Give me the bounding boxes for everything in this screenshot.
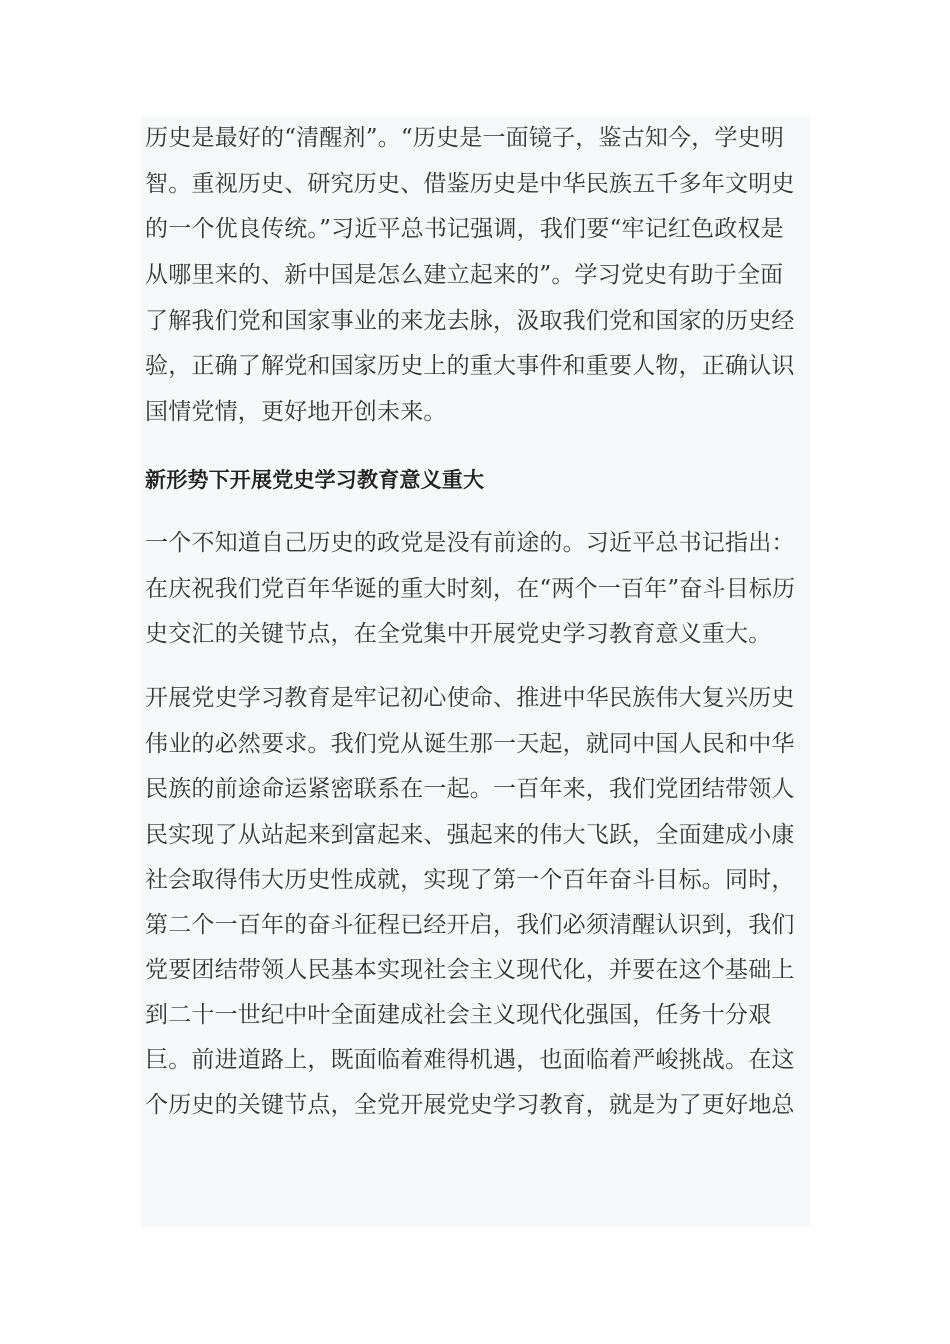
- paragraph-1-line: 历史是最好的“清醒剂”。“历史是一面镜子，鉴古知今，学史明: [145, 125, 785, 151]
- paragraph-3-line: 第二个一百年的奋斗征程已经开启，我们必须清醒认识到，我们: [145, 912, 795, 938]
- paragraph-1-line: 了解我们党和国家事业的来龙去脉，汲取我们党和国家的历史经: [145, 308, 795, 334]
- paragraph-2-line: 在庆祝我们党百年华诞的重大时刻，在“两个一百年”奋斗目标历: [145, 576, 796, 602]
- paragraph-1-line: 国情党情，更好地开创未来。: [145, 399, 447, 425]
- paragraph-2-line: 史交汇的关键节点，在全党集中开展党史学习教育意义重大。: [145, 621, 772, 647]
- paragraph-3-line: 民族的前途命运紧密联系在一起。一百年来，我们党团结带领人: [145, 776, 795, 802]
- paragraph-3-line: 伟业的必然要求。我们党从诞生那一天起，就同中国人民和中华: [145, 731, 795, 757]
- paragraph-1-line: 验，正确了解党和国家历史上的重大事件和重要人物，正确认识: [145, 353, 795, 379]
- paragraph-3-line: 社会取得伟大历史性成就，实现了第一个百年奋斗目标。同时，: [145, 867, 795, 893]
- paragraph-1-line: 智。重视历史、研究历史、借鉴历史是中华民族五千多年文明史: [145, 171, 795, 197]
- paragraph-3-line: 开展党史学习教育是牢记初心使命、推进中华民族伟大复兴历史: [145, 685, 795, 711]
- paragraph-3-line: 个历史的关键节点，全党开展党史学习教育，就是为了更好地总: [145, 1092, 795, 1118]
- paragraph-1-line: 的一个优良传统。”习近平总书记强调，我们要“牢记红色政权是: [145, 216, 784, 242]
- paragraph-3-line: 到二十一世纪中叶全面建成社会主义现代化强国，任务十分艰: [145, 1002, 772, 1028]
- paragraph-3-line: 民实现了从站起来到富起来、强起来的伟大飞跃，全面建成小康: [145, 822, 795, 848]
- paragraph-2-line: 一个不知道自己历史的政党是没有前途的。习近平总书记指出：: [145, 530, 795, 556]
- paragraph-3-line: 巨。前进道路上，既面临着难得机遇，也面临着严峻挑战。在这: [145, 1047, 795, 1073]
- paragraph-1-line: 从哪里来的、新中国是怎么建立起来的”。学习党史有助于全面: [145, 262, 784, 288]
- paragraph-3-line: 党要团结带领人民基本实现社会主义现代化，并要在这个基础上: [145, 957, 795, 983]
- section-heading: 新形势下开展党史学习教育意义重大: [145, 468, 485, 492]
